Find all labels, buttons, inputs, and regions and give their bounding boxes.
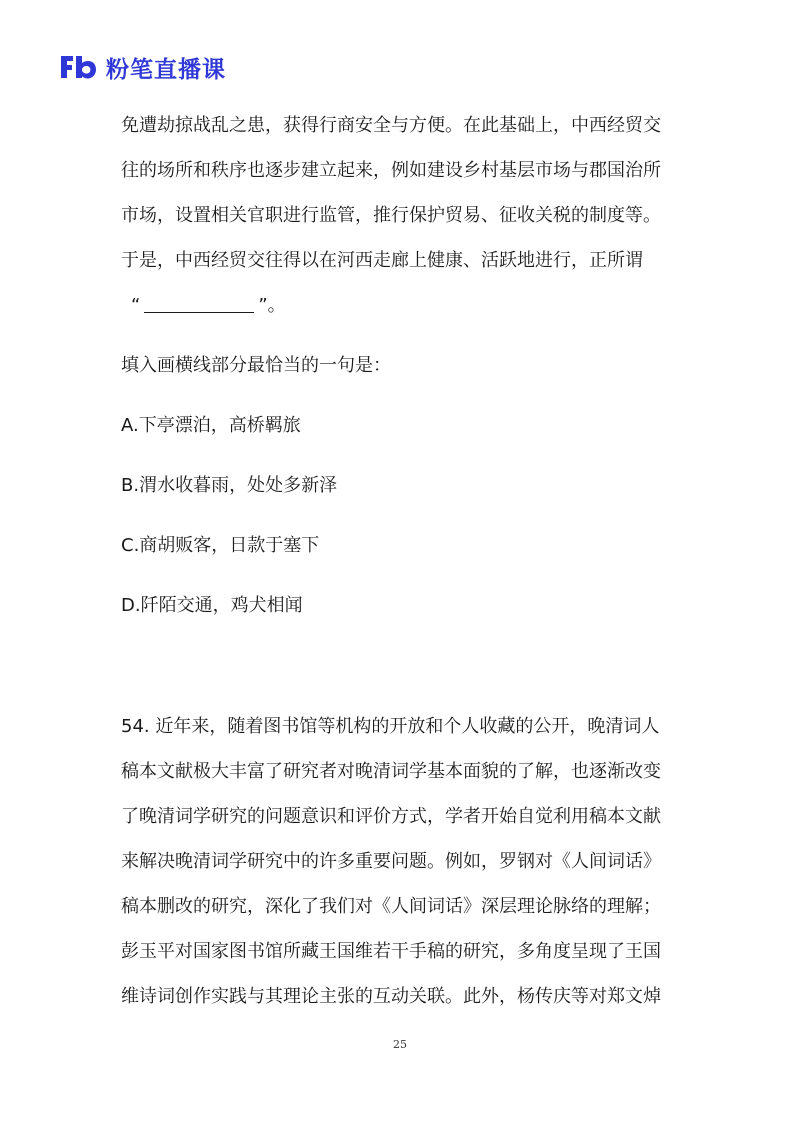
question-54 [121, 704, 681, 1019]
page-number: 25 [393, 1038, 407, 1051]
answer-blank [144, 294, 254, 313]
passage-line: 往的场所和秩序也逐步建立起来，例如建设乡村基层市场与郡国治所 [121, 160, 661, 181]
blank-open-quote: “ [131, 295, 141, 316]
option-c: C.商胡贩客，日款于塞下 [121, 535, 320, 556]
question-54-line: 彭玉平对国家图书馆所藏王国维若干手稿的研究，多角度呈现了王国 [121, 941, 661, 962]
passage-line: 免遭劫掠战乱之患，获得行商安全与方便。在此基础上，中西经贸交 [121, 115, 661, 136]
passage [121, 103, 681, 328]
fill-blank-line [121, 283, 681, 328]
option-a: A.下亭漂泊，高桥羁旅 [121, 415, 301, 436]
brand-name: 粉笔直播课 [106, 56, 226, 83]
document-body [121, 103, 681, 1019]
question-54-line: 稿本删改的研究，深化了我们对《人间词话》深层理论脉络的理解； [121, 896, 661, 917]
header [58, 50, 226, 84]
passage-line: 市场，设置相关官职进行监管，推行保护贸易、征收关税的制度等。 [121, 205, 661, 226]
question-54-line: 稿本文献极大丰富了研究者对晚清词学基本面貌的了解，也逐渐改变 [121, 761, 661, 782]
question-stem: 填入画横线部分最恰当的一句是： [121, 355, 391, 376]
blank-close-quote: ”。 [258, 295, 286, 316]
question-54-line: 维诗词创作实践与其理论主张的互动关联。此外，杨传庆等对郑文焯 [121, 986, 661, 1007]
option-d: D.阡陌交通，鸡犬相闻 [121, 595, 303, 616]
passage-line: 于是，中西经贸交往得以在河西走廊上健康、活跃地进行，正所谓 [121, 250, 643, 271]
fb-logo-icon [58, 52, 98, 82]
question-54-line: 54. 近年来，随着图书馆等机构的开放和个人收藏的公开，晚清词人 [121, 716, 660, 737]
question-54-line: 来解决晚清词学研究中的许多重要问题。例如，罗钢对《人间词话》 [121, 851, 661, 872]
option-b: B.渭水收暮雨，处处多新泽 [121, 475, 338, 496]
question-54-line: 了晚清词学研究的问题意识和评价方式，学者开始自觉利用稿本文献 [121, 806, 661, 827]
